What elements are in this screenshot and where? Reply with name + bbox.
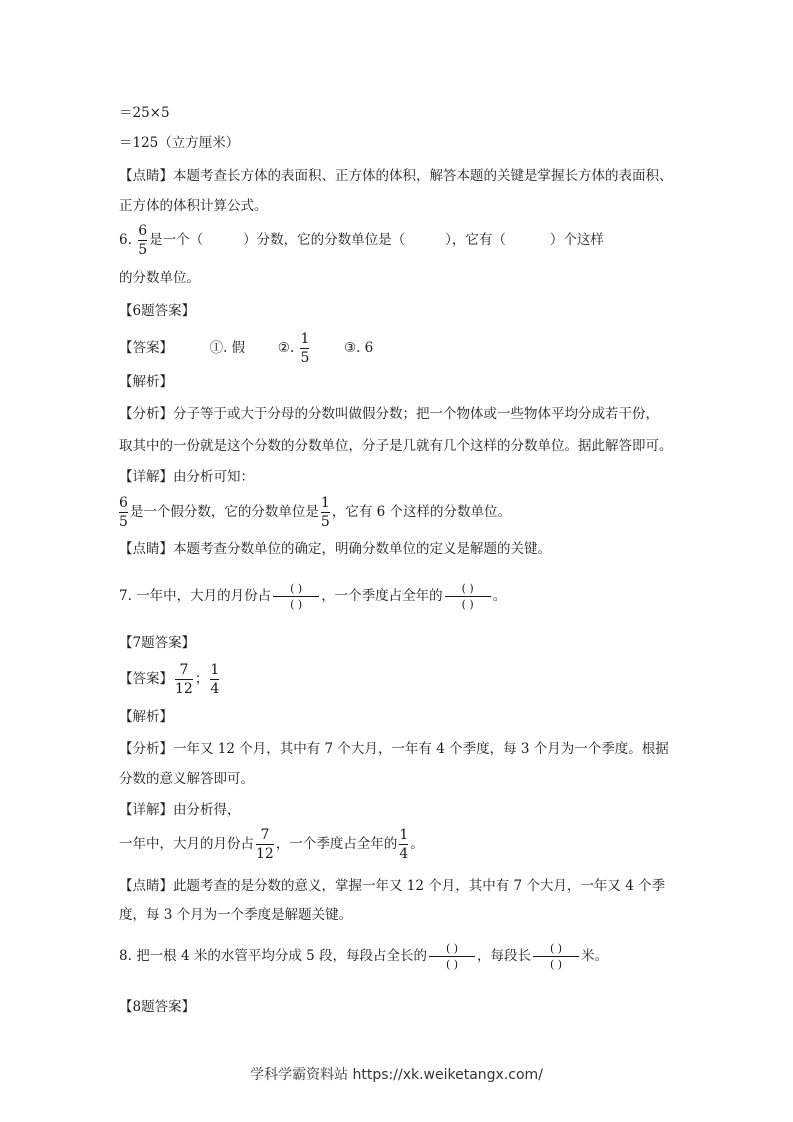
comment-line-2: 正方体的体积计算公式。 bbox=[119, 198, 268, 214]
q6-text-2: ）分数，它的分数单位是（ bbox=[243, 232, 406, 248]
q6-answer-header: 【6题答案】 bbox=[119, 303, 196, 319]
q7-number: 7. bbox=[119, 588, 132, 604]
q7-blank-1-numerator: ( ) bbox=[290, 582, 303, 595]
q7-blank-1-denominator: ( ) bbox=[273, 596, 319, 612]
q6-text-3: ），它有（ bbox=[445, 232, 506, 248]
q7-answer-numerator-1: 7 bbox=[179, 662, 189, 678]
comment-line-1: 【点睛】本题考查长方体的表面积、正方体的体积，解答本题的关键是掌握长方体的表面积、 bbox=[119, 168, 673, 184]
q7-answer-numerator-2: 1 bbox=[210, 662, 220, 678]
q7-answer-header: 【7题答案】 bbox=[119, 635, 196, 651]
q6-answer-1: ①. 假 bbox=[209, 340, 246, 356]
q7-blank-2-numerator: ( ) bbox=[461, 582, 474, 595]
q6-answer-label: 【答案】 bbox=[119, 340, 173, 356]
q7-detail-line bbox=[119, 826, 424, 863]
q8-text-3: 米。 bbox=[581, 948, 609, 964]
q7-answer bbox=[119, 661, 221, 698]
q6-answer-2-fraction bbox=[300, 330, 309, 367]
q6-detail-numerator-1: 6 bbox=[119, 495, 128, 511]
q8-text-1: 把一根 4 米的水管平均分成 5 段，每段占全长的 bbox=[136, 948, 428, 964]
q8-blank-1-denominator: ( ) bbox=[429, 956, 475, 972]
q7-detail-denominator-1: 12 bbox=[256, 846, 274, 862]
q6-text-1: 是一个（ bbox=[149, 232, 204, 248]
q7-detail-text-2: ，一个季度占全年的 bbox=[275, 836, 398, 852]
q6-fraction bbox=[138, 222, 147, 259]
q6-analysis-1: 【分析】分子等于或大于分母的分数叫做假分数；把一个物体或一些物体平均分成若干份， bbox=[119, 406, 659, 422]
q7-detail-text-1: 一年中，大月的月份占 bbox=[119, 836, 254, 852]
q6-answer bbox=[119, 330, 373, 367]
q8-blank-2-denominator: ( ) bbox=[533, 956, 579, 972]
q6-detail-fraction-2 bbox=[321, 494, 330, 531]
q6-detail: 【详解】由分析可知： bbox=[119, 469, 254, 485]
q7-detail-fraction-1 bbox=[256, 826, 274, 863]
q6-frac-denominator: 5 bbox=[138, 242, 148, 258]
q7-comment-1: 【点睛】此题考查的是分数的意义，掌握一年又 12 个月，其中有 7 个大月，一年又 4 个季 bbox=[119, 878, 666, 894]
q7-text-1: 一年中，大月的月份占 bbox=[136, 588, 272, 604]
q6-answer-2: ②. bbox=[277, 340, 295, 356]
q7-comment-2: 度，每 3 个月为一个季度是解题关键。 bbox=[119, 907, 353, 923]
q6-answer-2-numerator: 1 bbox=[300, 331, 310, 347]
q7-answer-fraction-2 bbox=[210, 661, 219, 698]
q7-text-3: 。 bbox=[492, 588, 507, 604]
q8-blank-1[interactable] bbox=[429, 941, 475, 972]
q6-jiexi: 【解析】 bbox=[119, 374, 173, 390]
q6-answer-2-denominator: 5 bbox=[300, 350, 310, 366]
q8-blank-1-numerator: ( ) bbox=[445, 942, 459, 955]
q7-blank-1[interactable] bbox=[273, 581, 319, 612]
q6-line-2: 的分数单位。 bbox=[119, 270, 200, 286]
q6-comment: 【点睛】本题考查分数单位的确定，明确分数单位的定义是解题的关键。 bbox=[119, 541, 551, 557]
q7-detail-fraction-2 bbox=[399, 826, 408, 863]
q7-answer-denominator-2: 4 bbox=[210, 681, 220, 697]
q6-detail-fraction-1 bbox=[119, 494, 128, 531]
q8-number: 8. bbox=[119, 948, 132, 964]
q7-answer-separator: ； bbox=[194, 671, 209, 687]
q7-detail-text-3: 。 bbox=[410, 836, 424, 852]
q8-text-2: ，每段长 bbox=[477, 948, 532, 964]
q8-line bbox=[119, 941, 608, 972]
q7-blank-2[interactable] bbox=[445, 581, 491, 612]
q6-detail-numerator-2: 1 bbox=[320, 495, 330, 511]
page-footer: 学科学霸资料站 https://xk.weiketangx.com/ bbox=[250, 1067, 543, 1083]
q7-analysis-2: 分数的意义解答即可。 bbox=[119, 771, 254, 787]
q7-jiexi: 【解析】 bbox=[119, 709, 173, 725]
q7-detail-denominator-2: 4 bbox=[399, 846, 409, 862]
formula-line-1: ＝25×5 bbox=[119, 105, 170, 121]
q7-answer-fraction-1 bbox=[175, 661, 193, 698]
q6-text-4: ）个这样 bbox=[549, 232, 604, 248]
q6-number: 6. bbox=[119, 232, 132, 248]
q6-detail-line bbox=[119, 494, 511, 531]
q7-answer-label: 【答案】 bbox=[119, 671, 173, 687]
q6-detail-denominator-2: 5 bbox=[320, 514, 330, 530]
q6-analysis-2: 取其中的一份就是这个分数的分数单位，分子是几就有几个这样的分数单位。据此解答即可。 bbox=[119, 438, 673, 454]
q7-answer-denominator-1: 12 bbox=[175, 681, 193, 697]
q6-line bbox=[119, 222, 604, 259]
q7-detail-numerator-1: 7 bbox=[260, 827, 270, 843]
q7-text-2: ，一个季度占全年的 bbox=[321, 588, 443, 604]
q6-answer-3: ③. 6 bbox=[344, 340, 374, 356]
q7-line bbox=[119, 581, 506, 612]
q8-blank-2-numerator: ( ) bbox=[549, 942, 563, 955]
q6-detail-denominator-1: 5 bbox=[119, 514, 128, 530]
q6-detail-text-2: ，它有 6 个这样的分数单位。 bbox=[331, 504, 512, 520]
q7-analysis-1: 【分析】一年又 12 个月，其中有 7 个大月，一年有 4 个季度，每 3 个月为一个季度。根据 bbox=[119, 741, 669, 757]
q8-blank-2[interactable] bbox=[533, 941, 579, 972]
q6-detail-text-1: 是一个假分数，它的分数单位是 bbox=[129, 504, 319, 520]
q7-blank-2-denominator: ( ) bbox=[445, 596, 491, 612]
q8-answer-header: 【8题答案】 bbox=[119, 999, 196, 1015]
q6-frac-numerator: 6 bbox=[138, 223, 148, 239]
formula-line-2: ＝125（立方厘米） bbox=[119, 135, 240, 151]
q7-detail: 【详解】由分析得， bbox=[119, 802, 241, 818]
q7-detail-numerator-2: 1 bbox=[399, 827, 409, 843]
